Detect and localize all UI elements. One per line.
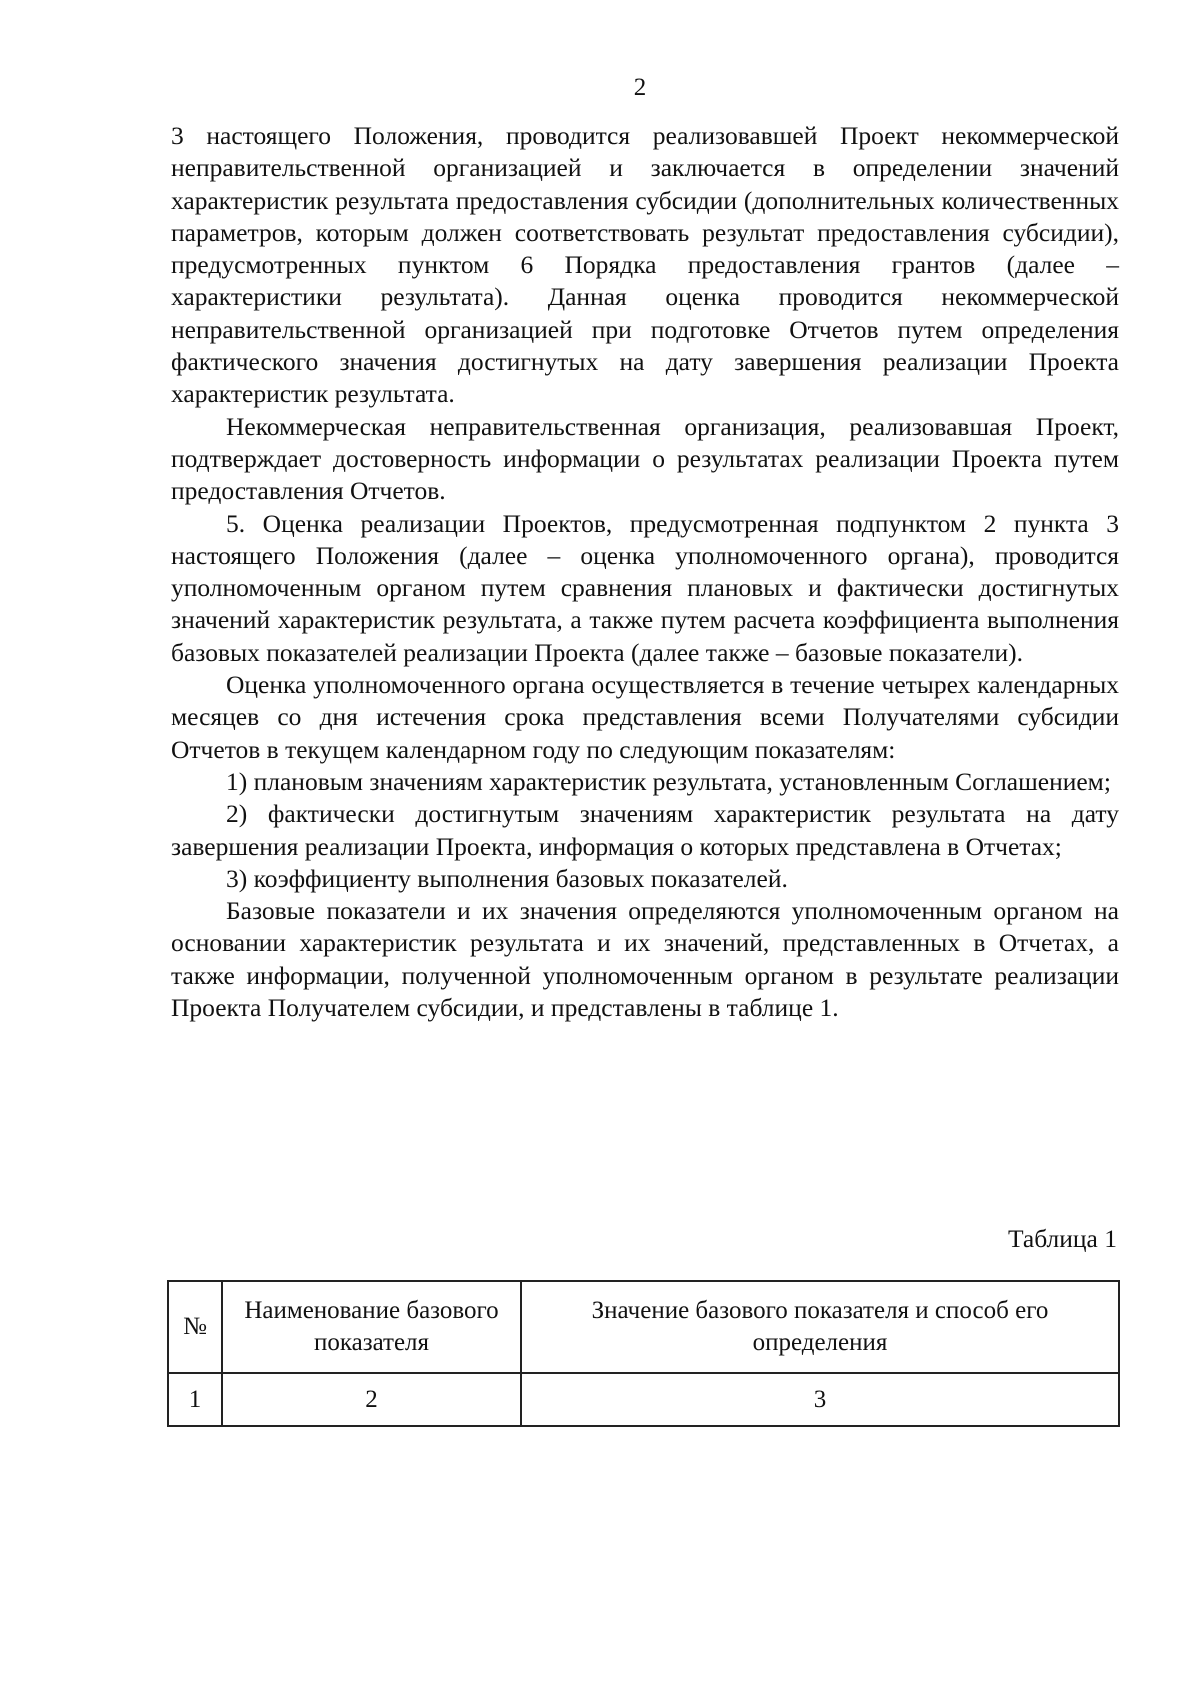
page-number: 2 [633, 74, 647, 101]
table-cell: 1 [168, 1373, 222, 1426]
table-header-number: № [168, 1281, 222, 1373]
table-cell: 2 [222, 1373, 521, 1426]
table-caption: Таблица 1 [1007, 1224, 1117, 1253]
table-row [168, 1373, 1119, 1426]
document-body [171, 120, 1119, 1024]
paragraph-basic-indicators: Базовые показатели и их значения определяются уполномоченным органом на основании характеристик результата и их значений, представленных в Отчетах, а также информации, полученной уполномоченным органом в результате реализации Проекта Получателем субсидии, и представлены в таблице 1. [171, 896, 1119, 1023]
list-item-2: 2) фактически достигнутым значениям характеристик результата на дату завершения реализации Проекта, информация о которых представлена в Отчетах; [171, 799, 1119, 861]
paragraph-confirmation: Некоммерческая неправительственная организация, реализовавшая Проект, подтверждает достоверность информации о результатах реализации Проекта путем предоставления Отчетов. [171, 411, 1119, 506]
table-header-value: Значение базового показателя и способ его определения [521, 1281, 1119, 1373]
table-header-row [168, 1281, 1119, 1373]
table-header-name: Наименование базового показателя [222, 1281, 521, 1373]
paragraph-continuation: 3 настоящего Положения, проводится реализовавшей Проект некоммерческой неправительственной организацией и заключается в определении значений характеристик результата предоставления субсидии (дополнительных количественных параметров, которым должен соответствовать результат предоставления субсидии), предусмотренных пунктом 6 Порядка предоставления грантов (далее – характеристики результата). Данная оценка проводится некоммерческой неправительственной организацией при подготовке Отчетов путем определения фактического значения достигнутых на дату завершения реализации Проекта характеристик результата. [171, 121, 1119, 409]
paragraph-clause-5: 5. Оценка реализации Проектов, предусмотренная подпунктом 2 пункта 3 настоящего Положения (далее – оценка уполномоченного органа), проводится уполномоченным органом путем сравнения плановых и фактически достигнутых значений характеристик результата, а также путем расчета коэффициента выполнения базовых показателей реализации Проекта (далее также – базовые показатели). [171, 508, 1119, 667]
basic-indicators-table [167, 1280, 1120, 1427]
list-item-3: 3) коэффициенту выполнения базовых показателей. [226, 863, 788, 893]
table-cell: 3 [521, 1373, 1119, 1426]
list-item-1: 1) плановым значениям характеристик результата, установленным Соглашением; [226, 766, 1111, 796]
paragraph-evaluation: Оценка уполномоченного органа осуществляется в течение четырех календарных месяцев со дня истечения срока представления всеми Получателями субсидии Отчетов в текущем календарном году по следующим показателям: [171, 670, 1119, 764]
